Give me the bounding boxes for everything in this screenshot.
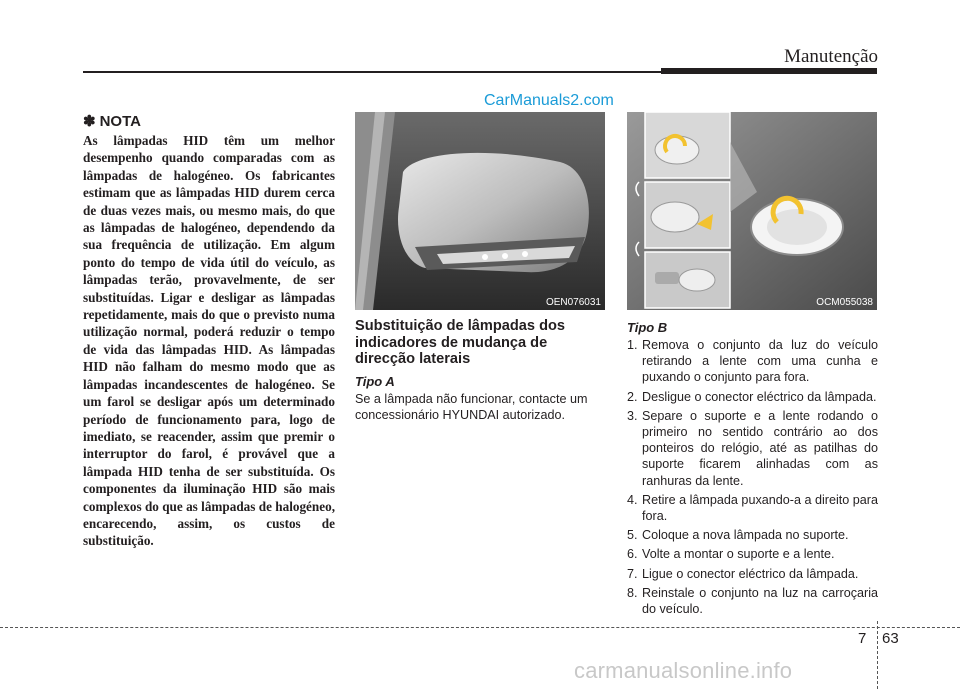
asterisk-icon: ✽ — [83, 113, 96, 130]
tipo-a-text: Se a lâmpada não funcionar, contacte um concessionário HYUNDAI autorizado. — [355, 391, 588, 422]
list-item: 8. Reinstale o conjunto na luz na carroçaria do veículo. — [627, 585, 878, 617]
header-rule-thick — [661, 68, 877, 74]
note-heading — [83, 112, 335, 130]
steps-list — [627, 337, 878, 617]
image-code: OCM055038 — [816, 297, 873, 308]
page-number: 63 — [882, 630, 899, 647]
list-item: 7. Ligue o conector eléctrico da lâmpada. — [627, 566, 859, 581]
list-item: 1. Remova o conjunto da luz do veículo retirando a lente com uma cunha e puxando o conjunto para fora. — [627, 338, 878, 385]
header-rule — [83, 71, 661, 73]
indicator-photo — [627, 112, 877, 310]
image-code: OEN076031 — [545, 297, 601, 308]
mirror-illustration — [355, 112, 605, 310]
tipo-b-label: Tipo B — [627, 320, 668, 335]
footer-divider — [877, 621, 878, 689]
indicator-illustration — [627, 112, 877, 310]
chapter-number: 7 — [858, 630, 867, 647]
watermark-top: CarManuals2.com — [484, 92, 614, 109]
list-item: 2. Desligue o conector eléctrico da lâmpada. — [627, 389, 877, 404]
note-column — [83, 112, 335, 550]
middle-column — [355, 112, 605, 423]
list-item: 5. Coloque a nova lâmpada no suporte. — [627, 528, 849, 543]
list-item: 4. Retire a lâmpada puxando-a a direito para fora. — [627, 492, 878, 524]
note-text: As lâmpadas HID têm um melhor desempenho quando comparadas com as lâmpadas de halogéneo. Os fabricantes estimam que as lâmpadas HID durem cerca de duas vezes mais, ou mesmo mais, do que as lâmpadas de halogéneo, dependendo da sua frequência de utilização. Em algum ponto do tempo de vida útil do veículo, as lâmpadas terão, provavelmente, de ser substituídas. Ligar e desligar as lâmpadas repetidamente, mais do que o previsto numa utilização normal, poderá reduzir o tempo de vida das lâmpadas HID. As lâmpadas HID não falham do mesmo modo que as lâmpadas incandescentes de halogéneo. Se um farol se desligar após um determinado período de funcionamento para, logo de imediato, se reacender, assim que premir o interruptor do farol, é provável que a lâmpada HID tenha de ser substituída. Os componentes da iluminação HID são mais complexos do que as lâmpadas de halogéneo, encarecendo, assim, os custos de substituição. — [83, 133, 335, 549]
tipo-a-label: Tipo A — [355, 373, 395, 389]
list-item: 6. Volte a montar o suporte e a lente. — [627, 547, 835, 562]
section-title: Manutenção — [784, 46, 878, 67]
list-item: 3. Separe o suporte e a lente rodando o primeiro no sentido contrário ao dos ponteiros do relógio, até as patilhas do suporte ficarem alinhadas com as ranhuras da lente. — [627, 408, 878, 488]
right-column — [627, 112, 878, 620]
footer-watermark: carmanualsonline.info — [574, 658, 793, 683]
subsection-heading: Substituição de lâmpadas dos indicadores de mudança de direcção laterais — [355, 318, 566, 368]
mirror-photo — [355, 112, 605, 310]
note-heading-label: NOTA — [99, 112, 141, 130]
footer-rule — [0, 627, 960, 628]
